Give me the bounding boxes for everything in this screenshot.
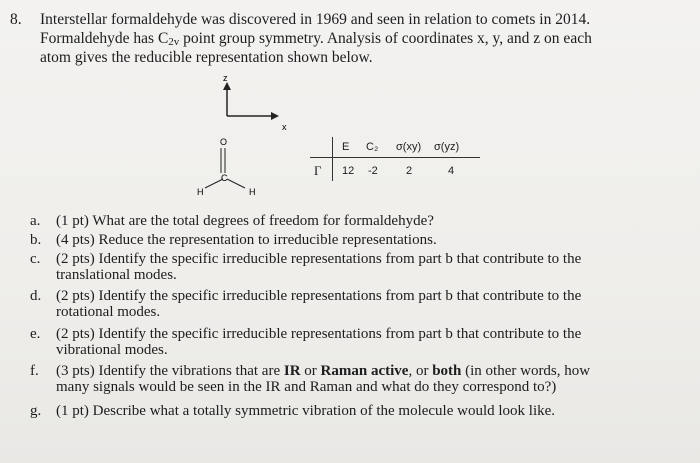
table-horizontal-rule	[310, 157, 480, 158]
header-sigma-yz: σ(yz)	[434, 141, 460, 153]
part-c-text-1: (2 pts) Identify the specific irreducible representations from part b that contribute to the	[56, 251, 582, 267]
table-vertical-rule	[332, 137, 333, 181]
part-c-label: c.	[30, 251, 41, 267]
formaldehyde-structure	[185, 70, 305, 200]
question-line-1: Interstellar formaldehyde was discovered in 1969 and seen in relation to comets in 2014.	[40, 11, 591, 28]
part-b-text: (4 pts) Reduce the representation to irreducible representations.	[56, 232, 437, 248]
question-line-2-start: Formaldehyde has C	[40, 30, 169, 47]
part-f-raman: Raman active	[320, 363, 409, 379]
reducible-representation-table	[310, 137, 480, 185]
part-a-label: a.	[30, 213, 41, 229]
question-line-2-end: point group symmetry. Analysis of coordinates x, y, and z on each	[179, 30, 592, 47]
part-a-text: (1 pt) What are the total degrees of freedom for formaldehyde?	[56, 213, 434, 229]
question-line-3: atom gives the reducible representation shown below.	[40, 49, 373, 66]
value-sigma-yz: 4	[448, 165, 455, 177]
part-f-seg-3: , or	[408, 363, 433, 379]
part-e-text-2: vibrational modes.	[56, 342, 168, 358]
value-c2: -2	[368, 165, 378, 177]
header-c2: C₂	[366, 141, 379, 153]
header-e: E	[342, 141, 350, 153]
molecule-diagram	[185, 70, 305, 200]
part-f-ir: IR	[283, 363, 301, 379]
x-axis-label: x	[282, 122, 287, 132]
value-e: 12	[342, 165, 355, 177]
part-f-text-2: many signals would be seen in the IR and Raman and what do they correspond to?)	[56, 379, 557, 395]
z-axis-arrowhead	[223, 82, 231, 90]
part-g-label: g.	[30, 403, 42, 419]
header-sigma-xy: σ(xy)	[396, 141, 422, 153]
hydrogen-atom-right: H	[249, 187, 256, 197]
z-axis-label: z	[223, 73, 228, 83]
part-e-label: e.	[30, 326, 41, 342]
part-b-label: b.	[30, 232, 42, 248]
gamma-label: Γ	[314, 163, 322, 178]
value-sigma-xy: 2	[406, 165, 413, 177]
ch-bond-left	[205, 179, 223, 188]
part-e-text-1: (2 pts) Identify the specific irreducible representations from part b that contribute to the	[56, 326, 582, 342]
part-d-text-2: rotational modes.	[56, 304, 161, 320]
part-f-text-1	[56, 363, 590, 379]
part-d-label: d.	[30, 288, 42, 304]
point-group-subscript: 2v	[168, 36, 180, 48]
part-g-text: (1 pt) Describe what a totally symmetric vibration of the molecule would look like.	[56, 403, 556, 419]
question-number: 8.	[10, 11, 22, 28]
part-f-seg-4: (in other words, how	[461, 363, 591, 379]
part-f-seg-1: (3 pts) Identify the vibrations that are	[56, 363, 284, 379]
oxygen-atom: O	[220, 137, 228, 147]
carbon-atom: C	[221, 173, 228, 183]
hydrogen-atom-left: H	[197, 187, 204, 197]
part-d-text-1: (2 pts) Identify the specific irreducible representations from part b that contribute to the	[56, 288, 582, 304]
x-axis-arrowhead	[271, 112, 279, 120]
ch-bond-right	[227, 179, 245, 188]
part-c-text-2: translational modes.	[56, 267, 177, 283]
part-f-both: both	[432, 363, 462, 379]
part-f-label: f.	[30, 363, 39, 379]
part-f-seg-2: or	[300, 363, 321, 379]
